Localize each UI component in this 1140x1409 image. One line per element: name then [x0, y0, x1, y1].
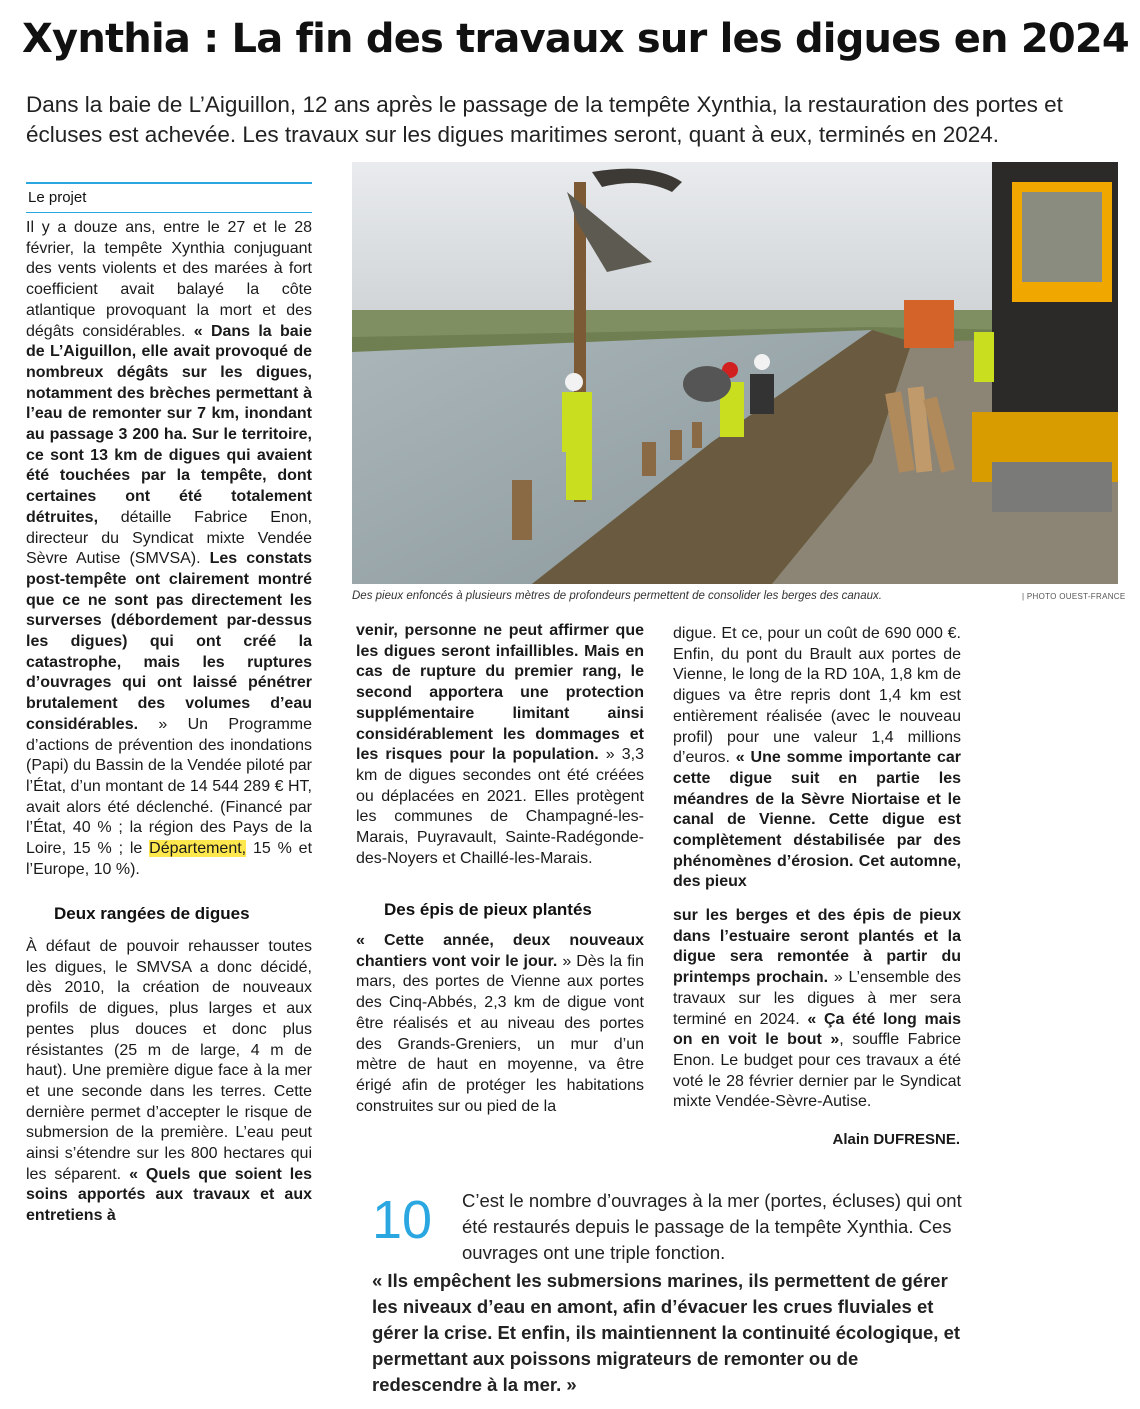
headline: Xynthia : La fin des travaux sur les digues en 2024: [22, 16, 1129, 62]
paragraph: Il y a douze ans, entre le 27 et le 28 février, la tempête Xynthia conjuguant des vents violents et des marées à fort coefficient avait balayé la côte atlantique provoquant la mort et des dégâts considérables. « Dans la baie de L’Aiguillon, elle avait provoqué de nombreux dégâts sur les digues, notamment des brèches permettant à l’eau de remonter sur 7 km, inondant au passage 3 200 ha. Sur le territoire, ce sont 13 km de digues qui avaient été touchées par la tempête, dont certaines ont été totalement détruites, détaille Fabrice Enon, directeur du Syndicat mixte Vendée Sèvre Autise (SMVSA). Les constats post-tempête ont clairement montré que ce ne sont pas directement les surverses (débordement par-dessus les digues) qui ont créé la catastrophe, mais les ruptures d’ouvrages qui ont laissé pénétrer brutalement des volumes d’eau considérables. » Un Programme d’actions de prévention des inondations (Papi) du Bassin de la Vendée piloté par l’État, d’un montant de 14 544 289 € HT, avait alors été déclenché. (Financé par l’État, 40 % ; la région des Pays de la Loire, 15 % ; le Département, 15 % et l’Europe, 10 %).: [26, 219, 313, 878]
article-column-3-continued: [673, 906, 961, 1113]
article-column-2-continued: [356, 931, 644, 1117]
highlighted-text: Département,: [149, 840, 247, 858]
standfirst: Dans la baie de L’Aiguillon, 12 ans après le passage de la tempête Xynthia, la restauration des portes et écluses est achevée. Les travaux sur les digues maritimes seront, quant à eux, terminés en 2024.: [26, 92, 1063, 147]
section-label: [26, 182, 312, 213]
article-column-2: [356, 621, 644, 869]
photo-caption: Des pieux enfoncés à plusieurs mètres de profondeurs permettent de consolider les berges des canaux.: [352, 590, 882, 602]
photo-canal-works: [352, 162, 1118, 584]
paragraph: digue. Et ce, pour un coût de 690 000 €. Enfin, du pont du Brault aux portes de Vienne, le long de la RD 10A, 1,8 km de digues va être repris dont 1,4 km est entièrement réalisée (avec le nouveau profil) pour une valeur 1,4 millions d’euros. « Une somme importante car cette digue suit en partie les méandres de la Sèvre Niortaise et le canal de Vienne. Cette digue est complètement déstabilisée par des phénomènes d’érosion. Cet automne, des pieux: [673, 625, 962, 891]
article-column-3: [673, 624, 961, 893]
key-figure-quote: « Ils empêchent les submersions marines, ils permettent de gérer les niveaux d’eau en amont, afin d’évacuer les crues fluviales et gérer la crise. Et enfin, ils maintiennent la continuité écologique, et permettant aux poissons migrateurs de remonter ou de redescendre à la mer. »: [372, 1270, 961, 1395]
paragraph: À défaut de pouvoir rehausser toutes les digues, le SMVSA a donc décidé, dès 2010, la création de nouveaux profils de digues, plus larges et aux pentes plus douces et donc plus résistantes (25 m de large, 4 m de haut). Une première digue face à la mer et une seconde dans les terres. Cette dernière permet d’accepter le risque de submersion de la première. L’eau peut ainsi s’étendre sur les 800 hectares qui les séparent. « Quels que soient les soins apportés aux travaux et aux entretiens à: [26, 938, 312, 1225]
key-figure: 10: [372, 1190, 433, 1250]
paragraph: « Cette année, deux nouveaux chantiers vont voir le jour. » Dès la fin mars, des portes de Vienne aux portes des Cinq-Abbés, 2,3 km de digue vont être réalisés et au niveau des portes des Grands-Greniers, un mur d’un mètre de haut en moyenne, va être érigé afin de protéger les habitations construites sur ou pied de la: [356, 932, 644, 1115]
paragraph: venir, personne ne peut affirmer que les digues seront infaillibles. Mais en cas de rupture du premier rang, le second apportera une protection supplémentaire limitant ainsi considérablement les dommages et les risques pour la population. » 3,3 km de digues secondes ont été créées ou déplacées en 2021. Elles protègent les communes de Champagné-les-Marais, Puyravault, Sainte-Radégonde-des-Noyers et Chaillé-les-Marais.: [356, 622, 644, 867]
subheading-pile-spurs: Des épis de pieux plantés: [384, 900, 592, 919]
photo-credit: | PHOTO OUEST-FRANCE: [1022, 592, 1126, 601]
section-label-text: Le projet: [28, 189, 87, 206]
article-column-1-continued: [26, 937, 312, 1227]
author-signature: Alain DUFRESNE.: [832, 1131, 960, 1148]
key-figure-text: C’est le nombre d’ouvrages à la mer (portes, écluses) qui ont été restaurés depuis le passage de la tempête Xynthia. Ces ouvrages ont une triple fonction.: [462, 1190, 962, 1263]
article-column-1: [26, 218, 312, 881]
article-photo: [352, 162, 1118, 584]
subheading-two-dike-rows: Deux rangées de digues: [54, 904, 250, 923]
paragraph: sur les berges et des épis de pieux dans l’estuaire seront plantés et la digue sera remontée à partir du printemps prochain. » L’ensemble des travaux sur les digues à mer sera terminé en 2024. « Ça été long mais on en voit le bout », souffle Fabrice Enon. Le budget pour ces travaux a été voté le 28 février dernier par le Syndicat mixte Vendée-Sèvre-Autise.: [673, 907, 961, 1111]
